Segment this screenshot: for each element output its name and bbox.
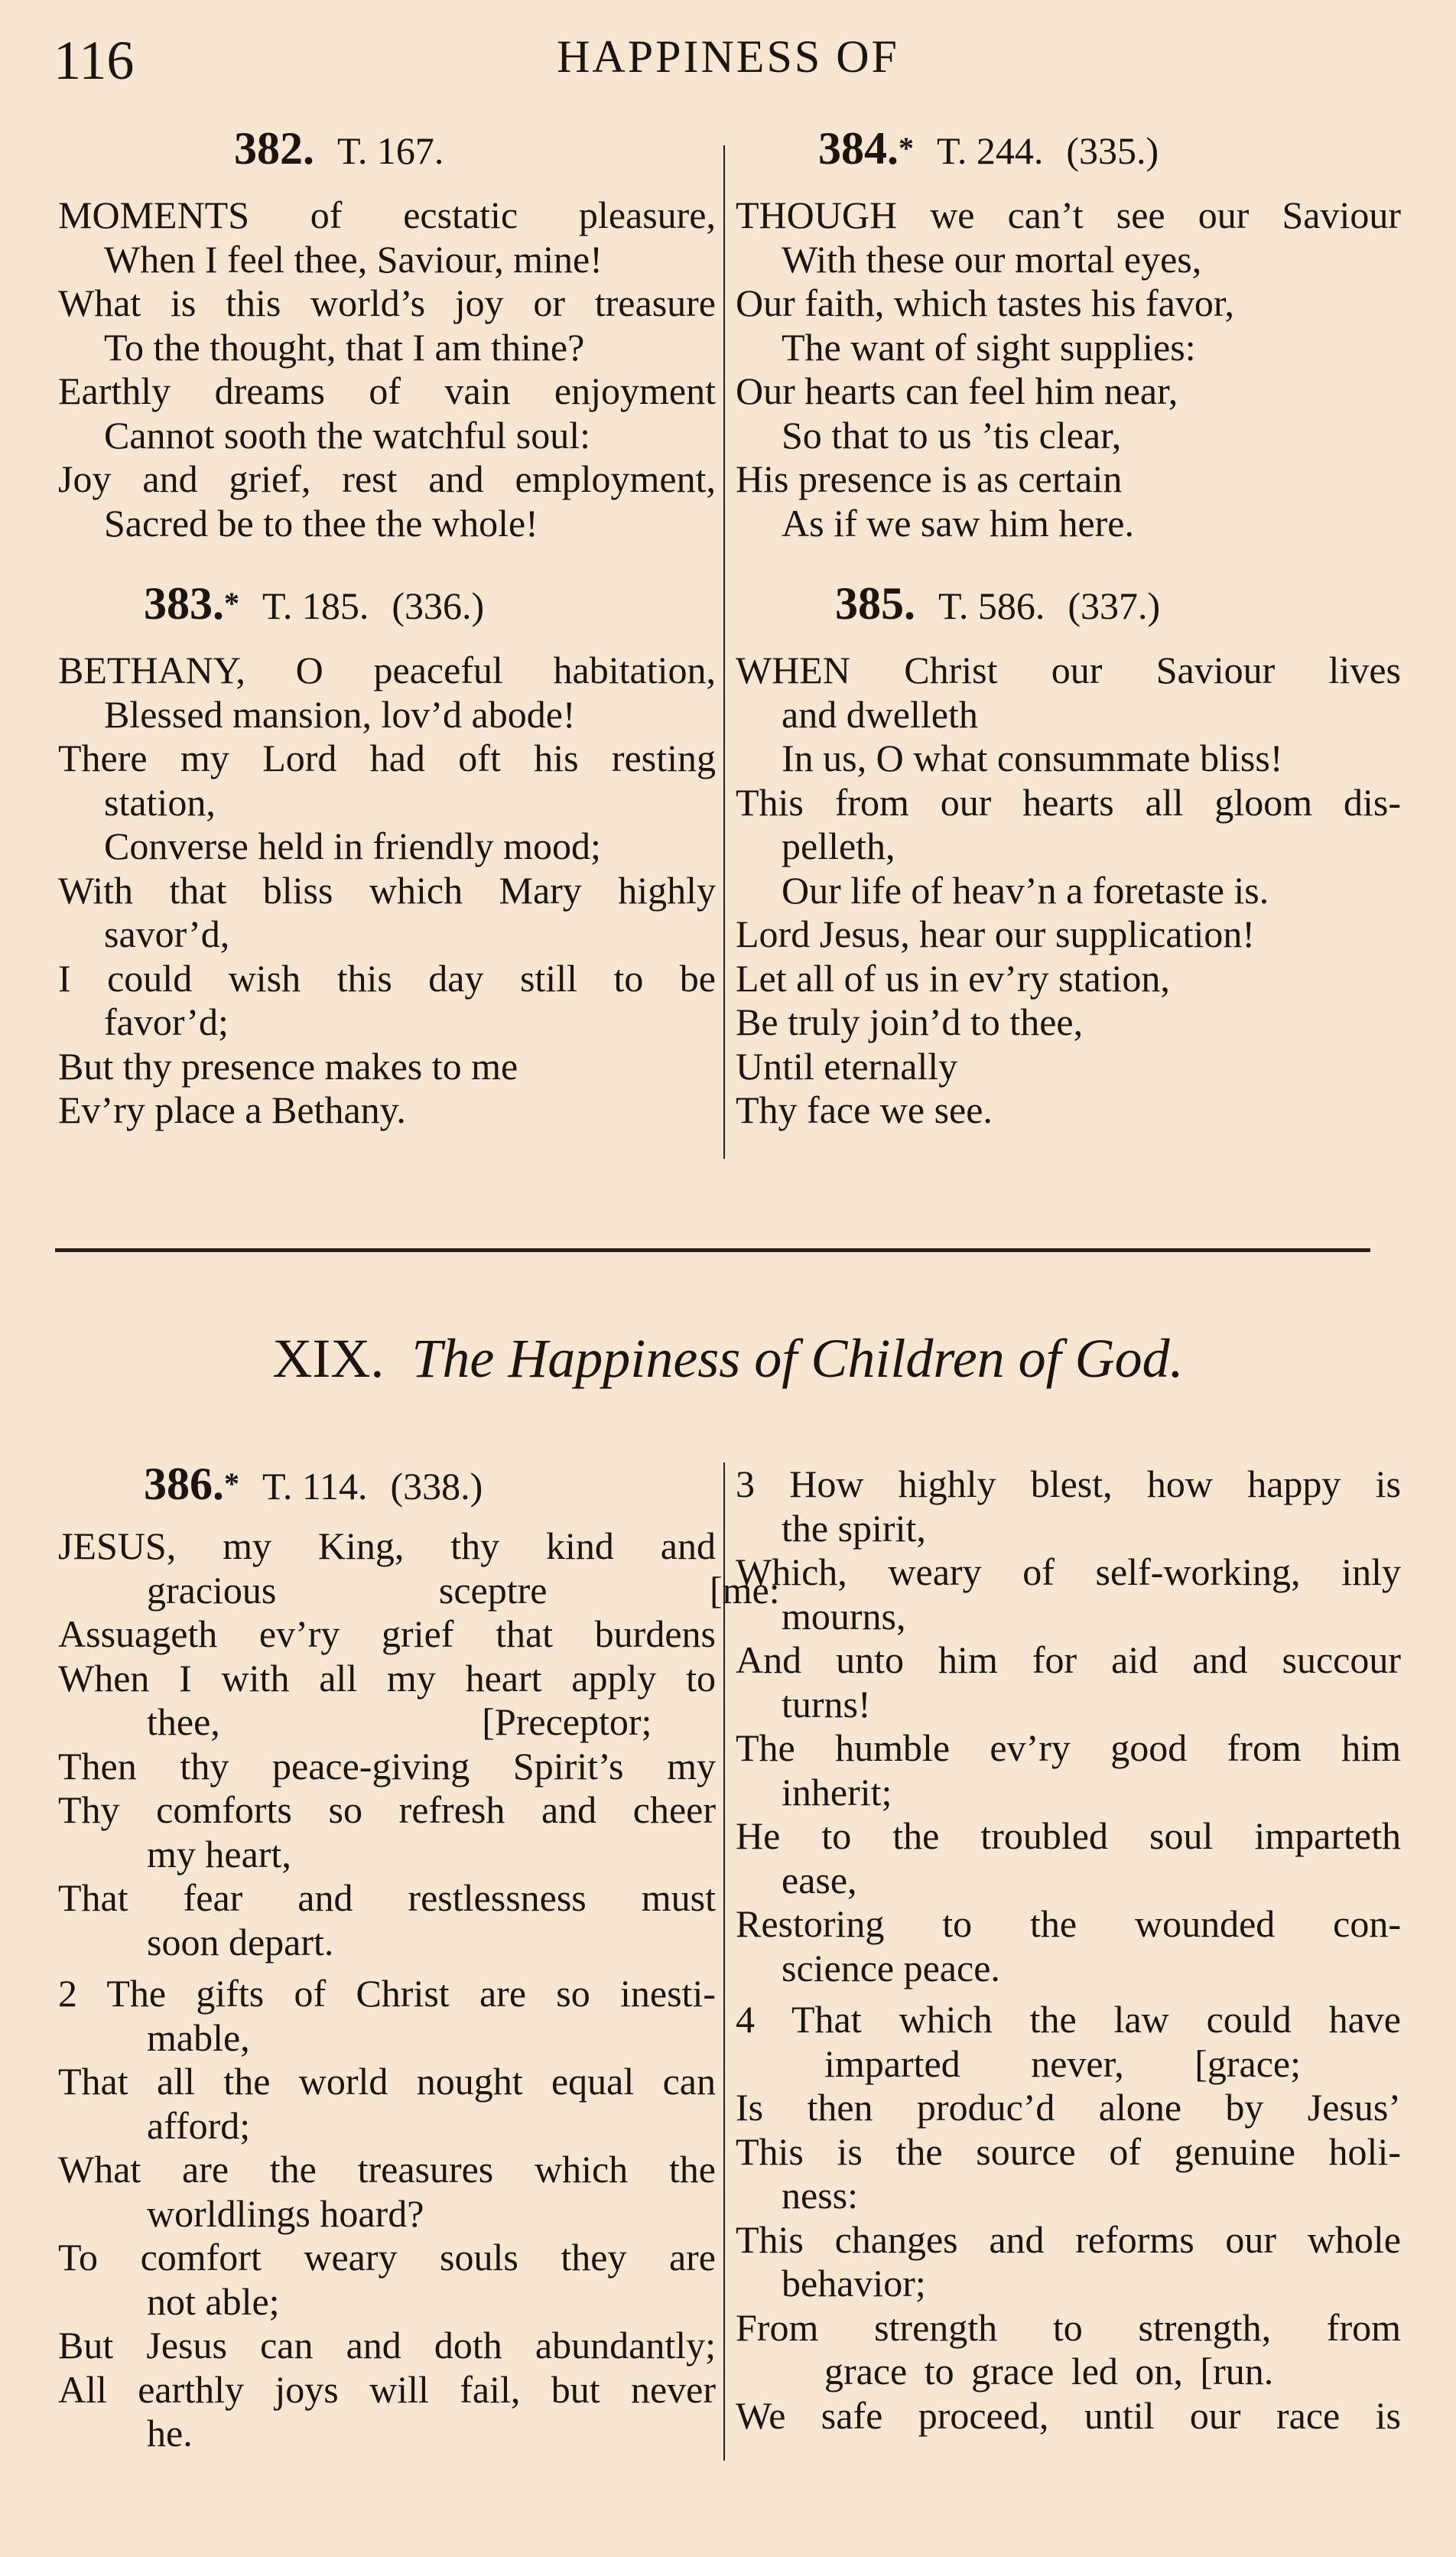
hymn-385-text (736, 649, 1401, 1133)
verse-line: With these our mortal eyes, (782, 237, 1202, 281)
verse-line: We safe proceed, until our race is (736, 2393, 1401, 2437)
verse-line: THOUGH we can’t see our Saviour (736, 194, 1401, 236)
tune-number: T. 586. (938, 584, 1045, 627)
top-right-column (736, 124, 1401, 1133)
hymn-number: 384.* (818, 123, 914, 174)
verse-line: behavior; (782, 2262, 926, 2305)
verse-line: Joy and grief, rest and employment, (58, 457, 716, 500)
verse-line: Lord Jesus, hear our supplication! (736, 913, 1256, 955)
verse-line: pelleth, (782, 825, 895, 867)
hymn-382-heading (58, 124, 716, 175)
tune-number: T. 244. (937, 129, 1044, 172)
verse-line: inherit; (782, 1770, 892, 1814)
column-rule-top (723, 145, 725, 1159)
verse-line: he. (147, 2412, 193, 2455)
verse-line: not able; (147, 2279, 280, 2323)
verse-line: my heart, (147, 1832, 291, 1875)
verse-line: That fear and restlessness must (58, 1876, 716, 1919)
verse-line: From strength to strength, from (736, 2305, 1401, 2349)
verse-line: 2 The gifts of Christ are so inesti- (58, 1972, 716, 2015)
verse-line: There my Lord had oft his resting (58, 737, 716, 779)
hymn-386-stanza-3 (736, 1462, 1401, 1990)
verse-line: And unto him for aid and succour (736, 1638, 1401, 1681)
verse-line: That all the world nought equal can (58, 2060, 716, 2103)
verse-line: But thy presence makes to me (58, 1044, 518, 1088)
verse-line: But Jesus can and doth abundantly; (58, 2324, 716, 2367)
bottom-right-column (736, 1462, 1401, 2438)
verse-line: WHEN Christ our Saviour lives (736, 649, 1401, 691)
verse-line: Converse held in friendly mood; (104, 825, 601, 867)
verse-line: ease, (782, 1858, 857, 1901)
page-number: 116 (54, 30, 135, 91)
verse-line: the spirit, (782, 1506, 926, 1550)
verse-line: ness: (782, 2174, 858, 2217)
verse-line: soon depart. (147, 1920, 334, 1963)
verse-line: When I feel thee, Saviour, mine! (104, 237, 603, 281)
verse-line: science peace. (782, 1946, 1000, 1989)
verse-line: Ev’ry place a Bethany. (58, 1088, 406, 1131)
hymn-385-heading (736, 579, 1401, 630)
verse-line: afford; (147, 2103, 251, 2147)
verse-line: Let all of us in ev’ry station, (736, 956, 1170, 1000)
top-left-column (58, 124, 716, 1133)
hymn-384-heading (736, 124, 1401, 175)
verse-line: mourns, (782, 1594, 906, 1638)
verse-line: turns! (782, 1682, 871, 1726)
verse-line: mable, (147, 2015, 250, 2059)
section-numeral: XIX. (272, 1328, 385, 1389)
verse-line: So that to us ’tis clear, (782, 413, 1122, 457)
verse-line: Blessed mansion, lov’d abode! (104, 692, 576, 736)
verse-line: When I with all my heart apply to (58, 1656, 716, 1700)
verse-line: Is then produc’d alone by Jesus’ (736, 2086, 1401, 2129)
reference-number: (335.) (1066, 129, 1159, 172)
verse-line: His presence is as certain (736, 457, 1123, 500)
verse-line: JESUS, my King, thy kind and (58, 1524, 716, 1567)
verse-line: gracious sceptre [me: (147, 1568, 780, 1612)
hymn-386-stanza-4 (736, 1998, 1401, 2438)
verse-line: Our life of heav’n a foretaste is. (782, 868, 1269, 912)
verse-line: Restoring to the wounded con- (736, 1902, 1401, 1945)
verse-line: Our faith, which tastes his favor, (736, 281, 1235, 324)
verse-line: Earthly dreams of vain enjoyment (58, 369, 716, 412)
verse-line: He to the troubled soul imparteth (736, 1814, 1401, 1857)
asterisk-mark: * (899, 131, 914, 165)
hymn-382-text (58, 194, 716, 545)
section-title-text: The Happiness of Children of God. (411, 1328, 1184, 1389)
verse-line: savor’d, (104, 913, 230, 955)
verse-line: Sacred be to thee the whole! (104, 501, 538, 545)
verse-line: 4 That which the law could have (736, 1998, 1401, 2041)
verse-line: MOMENTS of ecstatic pleasure, (58, 194, 716, 236)
verse-line: In us, O what consummate bliss! (782, 737, 1283, 779)
tune-number: T. 114. (262, 1465, 368, 1508)
tune-number: T. 185. (262, 584, 369, 627)
verse-line: and dwelleth (782, 692, 978, 736)
verse-line: thee, [Preceptor; (147, 1700, 652, 1743)
verse-line: This is the source of genuine holi- (736, 2129, 1401, 2173)
asterisk-mark: * (224, 586, 239, 620)
verse-line: The humble ev’ry good from him (736, 1726, 1401, 1769)
hymn-number: 382. (234, 123, 314, 174)
section-divider (55, 1248, 1370, 1252)
verse-line: Which, weary of self-working, inly (736, 1550, 1401, 1593)
verse-line: BETHANY, O peaceful habitation, (58, 649, 716, 691)
verse-line: station, (104, 780, 216, 824)
verse-line: Cannot sooth the watchful soul: (104, 413, 591, 457)
hymn-383-text (58, 649, 716, 1133)
asterisk-mark: * (224, 1466, 239, 1501)
verse-line: Our hearts can feel him near, (736, 369, 1178, 412)
reference-number: (336.) (392, 584, 485, 627)
hymn-386-stanza-1 (58, 1524, 780, 1964)
verse-line: 3 How highly blest, how happy is (736, 1462, 1401, 1505)
bottom-left-column (58, 1459, 780, 2456)
verse-line: What is this world’s joy or treasure (58, 281, 716, 324)
verse-line: All earthly joys will fail, but never (58, 2367, 716, 2411)
running-head: HAPPINESS OF (557, 31, 899, 82)
verse-line: I could wish this day still to be (58, 956, 716, 1000)
verse-line: grace to grace led on, [run. (824, 2350, 1274, 2393)
hymn-384-text (736, 194, 1401, 545)
verse-line: Thy face we see. (736, 1088, 993, 1131)
verse-line: Until eternally (736, 1044, 958, 1088)
hymn-386-heading (58, 1459, 716, 1511)
verse-line: worldlings hoard? (147, 2191, 424, 2235)
verse-line: As if we saw him here. (782, 501, 1134, 545)
verse-line: Be truly join’d to thee, (736, 1000, 1084, 1043)
verse-line: With that bliss which Mary highly (58, 868, 716, 912)
verse-line: To the thought, that I am thine? (104, 325, 585, 369)
hymn-number: 383.* (144, 578, 239, 629)
section-title (0, 1327, 1456, 1391)
verse-line: favor’d; (104, 1000, 229, 1043)
verse-line: This from our hearts all gloom dis- (736, 780, 1401, 824)
verse-line: What are the treasures which the (58, 2148, 716, 2191)
hymn-number: 386.* (144, 1459, 239, 1509)
verse-line: imparted never, [grace; (824, 2041, 1302, 2085)
hymn-383-heading (58, 579, 716, 630)
reference-number: (338.) (390, 1465, 483, 1508)
verse-line: The want of sight supplies: (782, 325, 1196, 369)
hymn-386-stanza-2 (58, 1972, 716, 2456)
verse-line: To comfort weary souls they are (58, 2236, 716, 2279)
reference-number: (337.) (1068, 584, 1161, 627)
verse-line: This changes and reforms our whole (736, 2217, 1401, 2261)
tune-number: T. 167. (337, 129, 444, 172)
verse-line: Then thy peace-giving Spirit’s my (58, 1744, 716, 1788)
hymn-number: 385. (835, 578, 915, 629)
verse-line: Assuageth ev’ry grief that burdens (58, 1612, 716, 1655)
verse-line: Thy comforts so refresh and cheer (58, 1788, 716, 1831)
